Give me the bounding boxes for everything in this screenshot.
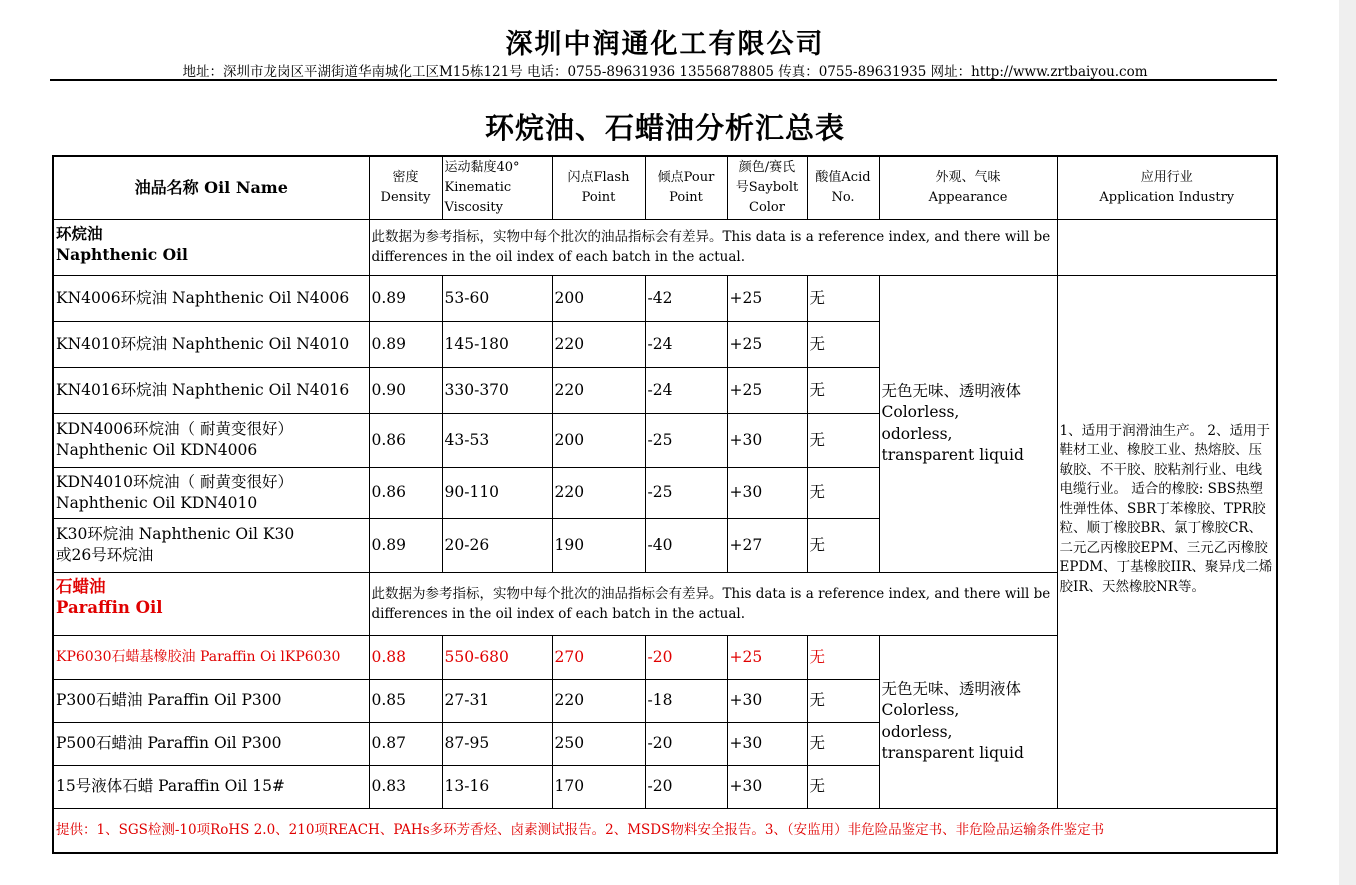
viscosity-cell: 13-16 bbox=[442, 765, 552, 808]
footer-note: 提供：1、SGS检测-10项RoHS 2.0、210项REACH、PAHs多环芳香烃、卤素测试报告。2、MSDS物料安全报告。3、（安监用）非危险品鉴定书、非危险品运输条件鉴定书 bbox=[53, 808, 1277, 853]
oil-name-cell: KDN4010环烷油（ 耐黄变很好） Naphthenic Oil KDN4010 bbox=[53, 467, 369, 518]
color-cell: +25 bbox=[727, 367, 807, 413]
flash-point-cell: 170 bbox=[552, 765, 645, 808]
header-flash-point: 闪点Flash Point bbox=[552, 156, 645, 219]
flash-point-cell: 270 bbox=[552, 635, 645, 679]
oil-name-cell: P500石蜡油 Paraffin Oil P300 bbox=[53, 722, 369, 765]
pour-point-cell: -40 bbox=[645, 518, 727, 572]
acid-cell: 无 bbox=[807, 321, 879, 367]
viscosity-cell: 27-31 bbox=[442, 679, 552, 722]
flash-point-cell: 190 bbox=[552, 518, 645, 572]
pour-point-cell: -18 bbox=[645, 679, 727, 722]
viscosity-cell: 90-110 bbox=[442, 467, 552, 518]
viscosity-cell: 550-680 bbox=[442, 635, 552, 679]
flash-point-cell: 220 bbox=[552, 321, 645, 367]
oil-name-cell: KN4006环烷油 Naphthenic Oil N4006 bbox=[53, 275, 369, 321]
flash-point-cell: 250 bbox=[552, 722, 645, 765]
oil-name-cell: 15号液体石蜡 Paraffin Oil 15# bbox=[53, 765, 369, 808]
color-cell: +30 bbox=[727, 722, 807, 765]
acid-cell: 无 bbox=[807, 413, 879, 467]
header-divider bbox=[50, 79, 1277, 81]
color-cell: +30 bbox=[727, 679, 807, 722]
density-cell: 0.88 bbox=[369, 635, 442, 679]
paraffin-notice: 此数据为参考指标，实物中每个批次的油品指标会有差异。This data is a reference index, and there will be differences in the oil index of each batch in the actual. bbox=[369, 572, 1057, 635]
naphthenic-section-row bbox=[53, 219, 1277, 275]
color-cell: +30 bbox=[727, 467, 807, 518]
pour-point-cell: -24 bbox=[645, 321, 727, 367]
flash-point-cell: 200 bbox=[552, 413, 645, 467]
document-title: 环烷油、石蜡油分析汇总表 bbox=[484, 111, 845, 145]
density-cell: 0.83 bbox=[369, 765, 442, 808]
pour-point-cell: -20 bbox=[645, 722, 727, 765]
pour-point-cell: -25 bbox=[645, 413, 727, 467]
acid-cell: 无 bbox=[807, 722, 879, 765]
pour-point-cell: -42 bbox=[645, 275, 727, 321]
viscosity-cell: 87-95 bbox=[442, 722, 552, 765]
density-cell: 0.89 bbox=[369, 321, 442, 367]
acid-cell: 无 bbox=[807, 518, 879, 572]
flash-point-cell: 220 bbox=[552, 367, 645, 413]
viscosity-cell: 145-180 bbox=[442, 321, 552, 367]
header-density: 密度 Density bbox=[369, 156, 442, 219]
pour-point-cell: -20 bbox=[645, 635, 727, 679]
oil-name-cell: KP6030石蜡基橡胶油 Paraffin Oi lKP6030 bbox=[53, 635, 369, 679]
application-industry: 1、适用于润滑油生产。 2、适用于鞋材工业、橡胶工业、热熔胶、压敏胶、不干胶、胶粘剂行业、电线电缆行业。 适合的橡胶: SBS热塑性弹性体、SBR丁苯橡胶、TPR胶粒、顺丁橡胶BR、氯丁橡胶CR、二元乙丙橡胶EPM、三元乙丙橡胶EPDM、丁基橡胶IIR、聚异戊二烯胶IR、天然橡胶NR等。 bbox=[1057, 275, 1277, 808]
flash-point-cell: 220 bbox=[552, 467, 645, 518]
color-cell: +25 bbox=[727, 275, 807, 321]
paraffin-section-title: 石蜡油 Paraffin Oil bbox=[53, 572, 369, 635]
acid-cell: 无 bbox=[807, 367, 879, 413]
acid-cell: 无 bbox=[807, 765, 879, 808]
density-cell: 0.85 bbox=[369, 679, 442, 722]
viscosity-cell: 20-26 bbox=[442, 518, 552, 572]
pour-point-cell: -25 bbox=[645, 467, 727, 518]
header-color: 颜色/赛氏 号Saybolt Color bbox=[727, 156, 807, 219]
density-cell: 0.87 bbox=[369, 722, 442, 765]
header-appearance: 外观、气味 Appearance bbox=[879, 156, 1057, 219]
pour-point-cell: -20 bbox=[645, 765, 727, 808]
header-oil-name: 油品名称 Oil Name bbox=[53, 156, 369, 219]
oil-name-cell: KN4016环烷油 Naphthenic Oil N4016 bbox=[53, 367, 369, 413]
naphthenic-industry-blank bbox=[1057, 219, 1277, 275]
viscosity-cell: 330-370 bbox=[442, 367, 552, 413]
oil-analysis-table bbox=[52, 155, 1278, 854]
density-cell: 0.89 bbox=[369, 275, 442, 321]
density-cell: 0.86 bbox=[369, 413, 442, 467]
color-cell: +30 bbox=[727, 765, 807, 808]
naphthenic-appearance: 无色无味、透明液体 Colorless, odorless, transparent liquid bbox=[879, 275, 1057, 572]
oil-name-cell: KDN4006环烷油（ 耐黄变很好） Naphthenic Oil KDN4006 bbox=[53, 413, 369, 467]
oil-name-cell: P300石蜡油 Paraffin Oil P300 bbox=[53, 679, 369, 722]
header-acid: 酸值Acid No. bbox=[807, 156, 879, 219]
company-address: 地址：深圳市龙岗区平湖街道华南城化工区M15栋121号 电话：0755-89631936 13556878805 传真：0755-89631935 网址：http://www.zrtbaiyou.com bbox=[182, 64, 1148, 80]
header-row bbox=[53, 156, 1277, 219]
pour-point-cell: -24 bbox=[645, 367, 727, 413]
oil-name-cell: KN4010环烷油 Naphthenic Oil N4010 bbox=[53, 321, 369, 367]
acid-cell: 无 bbox=[807, 467, 879, 518]
company-name: 深圳中润通化工有限公司 bbox=[505, 29, 825, 60]
flash-point-cell: 220 bbox=[552, 679, 645, 722]
acid-cell: 无 bbox=[807, 679, 879, 722]
footer-row bbox=[53, 808, 1277, 853]
header-viscosity: 运动黏度40° Kinematic Viscosity bbox=[442, 156, 552, 219]
color-cell: +30 bbox=[727, 413, 807, 467]
density-cell: 0.90 bbox=[369, 367, 442, 413]
acid-cell: 无 bbox=[807, 275, 879, 321]
density-cell: 0.89 bbox=[369, 518, 442, 572]
oil-name-cell: K30环烷油 Naphthenic Oil K30 或26号环烷油 bbox=[53, 518, 369, 572]
table-row bbox=[53, 275, 1277, 321]
flash-point-cell: 200 bbox=[552, 275, 645, 321]
paraffin-appearance: 无色无味、透明液体 Colorless, odorless, transparent liquid bbox=[879, 635, 1057, 808]
color-cell: +25 bbox=[727, 321, 807, 367]
header-industry: 应用行业 Application Industry bbox=[1057, 156, 1277, 219]
vertical-scrollbar[interactable] bbox=[1339, 0, 1356, 885]
color-cell: +25 bbox=[727, 635, 807, 679]
viscosity-cell: 43-53 bbox=[442, 413, 552, 467]
naphthenic-notice: 此数据为参考指标，实物中每个批次的油品指标会有差异。This data is a reference index, and there will be differences in the oil index of each batch in the actual. bbox=[369, 219, 1057, 275]
naphthenic-section-title: 环烷油 Naphthenic Oil bbox=[53, 219, 369, 275]
density-cell: 0.86 bbox=[369, 467, 442, 518]
color-cell: +27 bbox=[727, 518, 807, 572]
header-pour-point: 倾点Pour Point bbox=[645, 156, 727, 219]
acid-cell: 无 bbox=[807, 635, 879, 679]
viscosity-cell: 53-60 bbox=[442, 275, 552, 321]
